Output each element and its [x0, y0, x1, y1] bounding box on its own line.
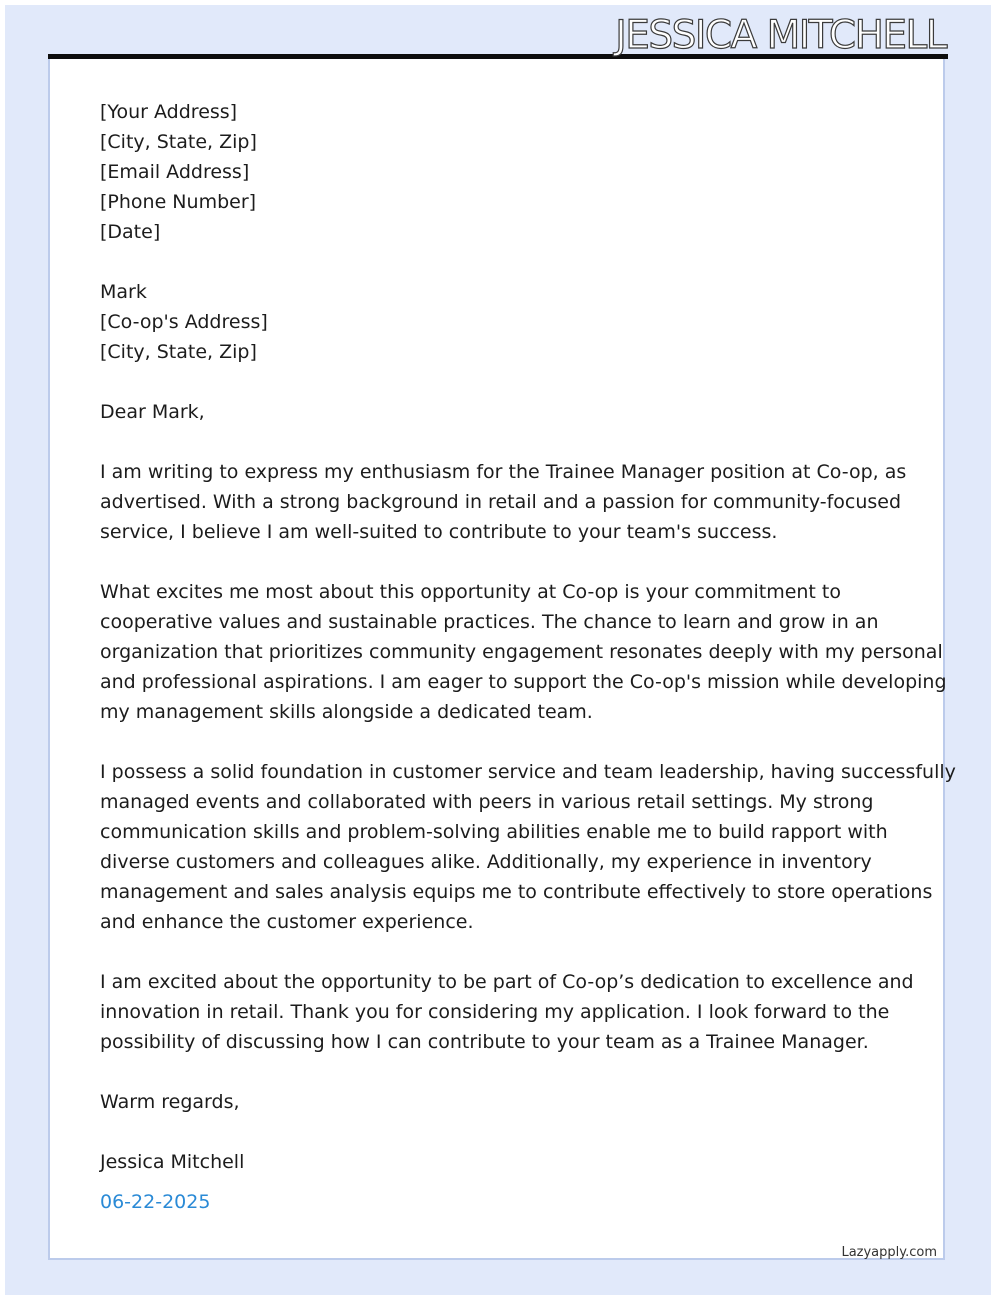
- recipient-name: Mark: [100, 281, 147, 303]
- recipient-city-state-zip: [City, State, Zip]: [100, 341, 257, 363]
- paragraph-motivation: What excites me most about this opportunity at Co-op is your commitment to cooperative values and sustainable practices. The chance to learn and grow in an organization that prioritizes community engagement resonates deeply with my personal and professional aspirations. I am eager to support the Co-op's mission while developing my management skills alongside a dedicated team.: [100, 581, 947, 723]
- signature-name: Jessica Mitchell: [100, 1151, 245, 1173]
- sender-date: [Date]: [100, 221, 161, 243]
- sender-city-state-zip: [City, State, Zip]: [100, 131, 257, 153]
- salutation: Dear Mark,: [100, 401, 205, 423]
- closing: Warm regards,: [100, 1091, 240, 1113]
- paragraph-intro: I am writing to express my enthusiasm for the Trainee Manager position at Co-op, as advertised. With a strong background in retail and a passion for community-focused service, I believe I am well-suited to contribute to your team's success.: [100, 461, 907, 543]
- recipient-address: [Co-op's Address]: [100, 311, 268, 333]
- paragraph-closing: I am excited about the opportunity to be part of Co-op’s dedication to excellence and innovation in retail. Thank you for considering my application. I look forward to the possibility of discussing how I can contribute to your team as a Trainee Manager.: [100, 971, 914, 1053]
- applicant-name-header: JESSICA MITCHELL: [615, 13, 946, 58]
- paragraph-experience: I possess a solid foundation in customer service and team leadership, having successfully managed events and collaborated with peers in various retail settings. My strong communication skills and problem-solving abilities enable me to build rapport with diverse customers and colleagues alike. Additionally, my experience in inventory management and sales analysis equips me to contribute effectively to store operations and enhance the customer experience.: [100, 761, 956, 933]
- signed-date: 06-22-2025: [100, 1191, 211, 1213]
- sender-address: [Your Address]: [100, 101, 238, 123]
- sender-phone: [Phone Number]: [100, 191, 257, 213]
- sender-email: [Email Address]: [100, 161, 250, 183]
- footer-brand[interactable]: Lazyapply.com: [841, 1245, 937, 1260]
- letter-body: [100, 97, 956, 1177]
